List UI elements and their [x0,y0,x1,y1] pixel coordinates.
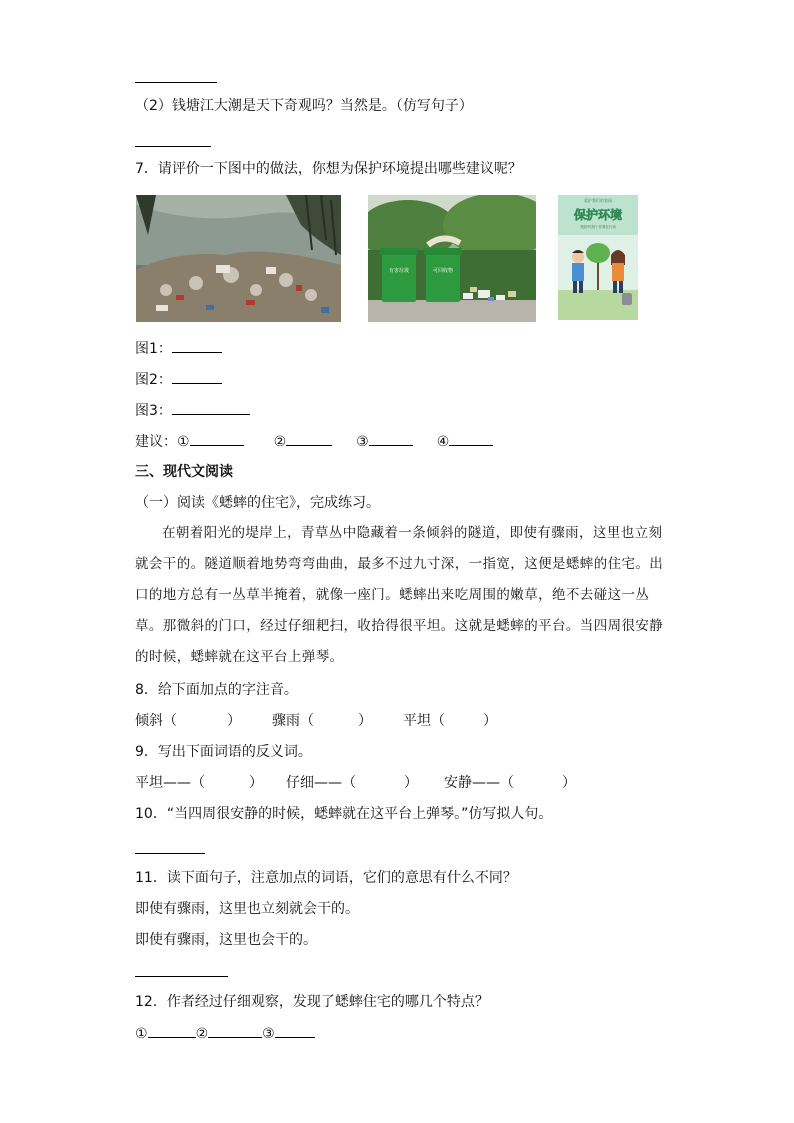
q8-close: ） [227,713,241,729]
q8-item-3 [403,711,497,731]
q8-item-1-label: 倾斜（ [135,713,177,729]
q9-close: ） [404,775,418,791]
fig2-label: 图2： [135,372,172,388]
q10-prompt: 10．“当四周很安静的时候，蟋蟀就在这平台上弹琴。”仿写拟人句。 [135,806,553,822]
figure-2-garbage-bins [368,195,536,322]
q6-sub2: （2）钱塘江大潮是天下奇观吗？当然是。（仿写句子） [135,98,473,114]
fig3-label: 图3： [135,403,172,419]
q12-blank-1[interactable] [148,1023,196,1038]
suggest-blank-2[interactable] [286,431,332,446]
q8-item-3-label: 平坦（ [403,713,445,729]
fig3-answer [135,400,250,421]
suggest-blank-3[interactable] [369,431,413,446]
q12-answer-row [135,1023,315,1044]
q9-item-2-label: 仔细——（ [286,775,356,791]
part1-instruction: （一）阅读《蟋蟀的住宅》，完成练习。 [135,495,380,511]
answer-line [135,976,228,977]
svg-text:可回收物: 可回收物 [432,268,454,274]
svg-text:美丽中国行·你我在行动: 美丽中国行·你我在行动 [579,225,617,229]
q8-item-2-label: 骤雨（ [272,713,314,729]
suggest-mark-3: ③ [356,434,369,450]
q12-mark-1: ① [135,1026,148,1042]
svg-text:保护环境: 保护环境 [573,208,623,222]
reading-passage [135,518,665,673]
section-heading: 三、现代文阅读 [135,464,233,480]
suggest-label: 建议： [135,434,177,450]
fig1-answer [135,338,222,359]
fig1-label: 图1： [135,341,172,357]
suggest-blank-1[interactable] [190,431,244,446]
answer-line [135,853,205,854]
suggestion-row [135,431,493,452]
q9-close: ） [562,775,576,791]
q9-item-1 [135,773,263,793]
q9-item-2 [286,773,418,793]
suggest-mark-4: ④ [436,434,450,450]
fig1-blank[interactable] [172,338,222,353]
fig3-blank[interactable] [172,400,250,415]
q12-blank-3[interactable] [275,1023,315,1038]
fig2-blank[interactable] [172,369,222,384]
q9-item-3 [444,773,576,793]
q9-prompt: 9．写出下面词语的反义词。 [135,744,312,760]
q7-prompt: 7．请评价一下图中的做法，你想为保护环境提出哪些建议呢？ [135,161,522,177]
suggest-mark-1: ① [177,434,190,450]
q8-prompt: 8．给下面加点的字注音。 [135,682,298,698]
q12-mark-3: ③ [262,1026,275,1042]
q11-sentence-1: 即使有骤雨，这里也立刻就会干的。 [135,901,359,917]
figure-1-polluted-river [136,195,341,322]
answer-line [135,146,211,147]
q9-item-3-label: 安静——（ [444,775,514,791]
q8-close: ） [358,713,372,729]
passage-text: 在朝着阳光的堤岸上，青草丛中隐藏着一条倾斜的隧道，即使有骤雨，这里也立刻就会干的。隧道顺着地势弯弯曲曲，最多不过九寸深，一指宽，这便是蟋蟀的住宅。出口的地方总有一丛草半掩着，就像一座门。蟋蟀出来吃周围的嫩草，绝不去碰这一丛草。那微斜的门口，经过仔细耙扫，收拾得很平坦。这就是蟋蟀的平台。当四周很安静的时候，蟋蟀就在这平台上弹琴。 [135,525,664,665]
fig2-answer [135,369,222,390]
answer-line [135,82,217,83]
q11-sentence-2: 即使有骤雨，这里也会干的。 [135,932,317,948]
q8-item-1 [135,711,241,731]
q9-item-1-label: 平坦——（ [135,775,205,791]
q12-mark-2: ② [195,1026,209,1042]
q9-close: ） [249,775,263,791]
q12-prompt: 12．作者经过仔细观察，发现了蟋蟀住宅的哪几个特点？ [135,994,489,1010]
q12-blank-2[interactable] [208,1023,262,1038]
figure-3-environment-poster [558,195,638,320]
suggest-blank-4[interactable] [449,431,493,446]
q8-item-2 [272,711,372,731]
suggest-mark-2: ② [273,434,287,450]
svg-text:爱护我们的家园: 爱护我们的家园 [584,198,612,203]
svg-text:有害垃圾: 有害垃圾 [388,268,410,274]
q11-prompt: 11．读下面句子，注意加点的词语，它们的意思有什么不同？ [135,870,517,886]
q8-close: ） [483,713,497,729]
